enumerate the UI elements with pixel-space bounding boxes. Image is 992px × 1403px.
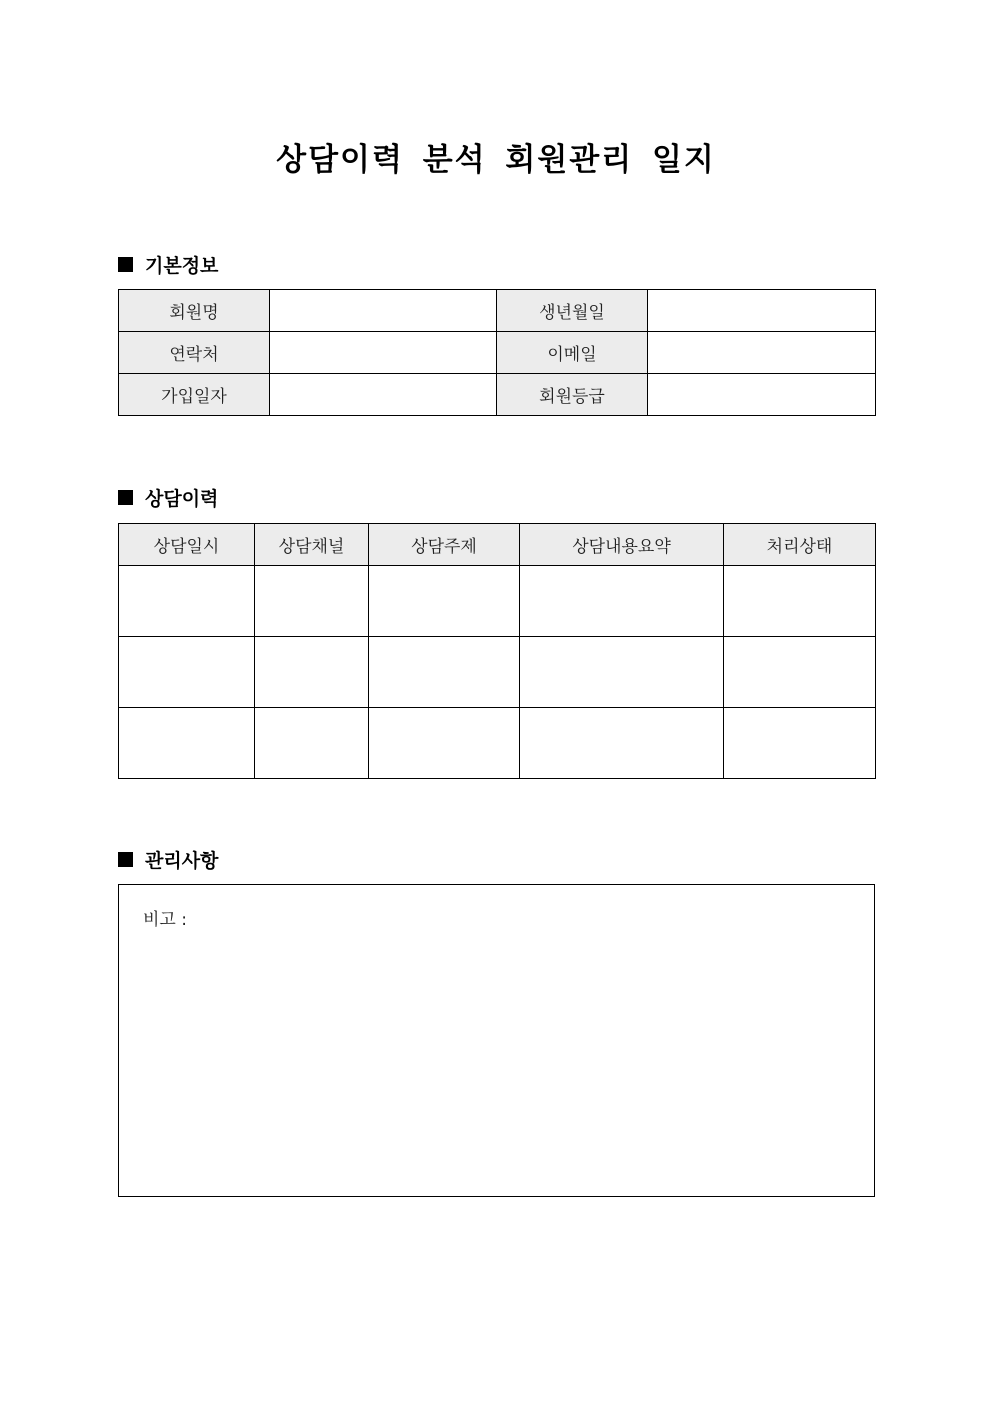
section-heading-basic-info — [118, 251, 218, 277]
section-heading-management — [118, 846, 218, 872]
table-cell[interactable] — [369, 566, 520, 637]
table-cell[interactable] — [520, 637, 724, 708]
table-cell[interactable] — [369, 708, 520, 779]
section-heading-label: 상담이력 — [145, 487, 219, 510]
table-cell[interactable] — [119, 637, 255, 708]
table-cell[interactable] — [255, 566, 369, 637]
table-row — [119, 290, 876, 332]
notes-label: 비고 : — [143, 910, 187, 930]
table-row — [119, 374, 876, 416]
member-name-label: 회원명 — [119, 290, 270, 332]
member-grade-label: 회원등급 — [497, 374, 648, 416]
square-bullet-icon — [118, 852, 133, 867]
member-name-field[interactable] — [270, 290, 497, 332]
section-heading-consult-history — [118, 484, 218, 510]
contact-field[interactable] — [270, 332, 497, 374]
column-header-consult-summary: 상담내용요약 — [520, 524, 724, 566]
table-cell[interactable] — [520, 566, 724, 637]
page-title: 상담이력 분석 회원관리 일지 — [276, 142, 716, 178]
birth-date-field[interactable] — [648, 290, 876, 332]
table-row — [119, 708, 876, 779]
column-header-consult-datetime: 상담일시 — [119, 524, 255, 566]
table-cell[interactable] — [724, 566, 876, 637]
consult-history-table — [118, 523, 876, 779]
basic-info-table — [118, 289, 876, 416]
join-date-label: 가입일자 — [119, 374, 270, 416]
section-heading-label: 관리사항 — [145, 849, 219, 872]
column-header-consult-channel: 상담채널 — [255, 524, 369, 566]
table-cell[interactable] — [724, 708, 876, 779]
table-cell[interactable] — [119, 708, 255, 779]
table-row — [119, 566, 876, 637]
email-field[interactable] — [648, 332, 876, 374]
section-heading-label: 기본정보 — [145, 254, 219, 277]
table-cell[interactable] — [119, 566, 255, 637]
email-label: 이메일 — [497, 332, 648, 374]
table-cell[interactable] — [255, 637, 369, 708]
table-cell[interactable] — [255, 708, 369, 779]
member-grade-field[interactable] — [648, 374, 876, 416]
square-bullet-icon — [118, 257, 133, 272]
table-row — [119, 332, 876, 374]
contact-label: 연락처 — [119, 332, 270, 374]
table-cell[interactable] — [724, 637, 876, 708]
notes-box[interactable] — [118, 884, 875, 1197]
birth-date-label: 생년월일 — [497, 290, 648, 332]
table-header-row — [119, 524, 876, 566]
join-date-field[interactable] — [270, 374, 497, 416]
table-row — [119, 637, 876, 708]
column-header-process-status: 처리상태 — [724, 524, 876, 566]
table-cell[interactable] — [369, 637, 520, 708]
column-header-consult-topic: 상담주제 — [369, 524, 520, 566]
table-cell[interactable] — [520, 708, 724, 779]
square-bullet-icon — [118, 490, 133, 505]
